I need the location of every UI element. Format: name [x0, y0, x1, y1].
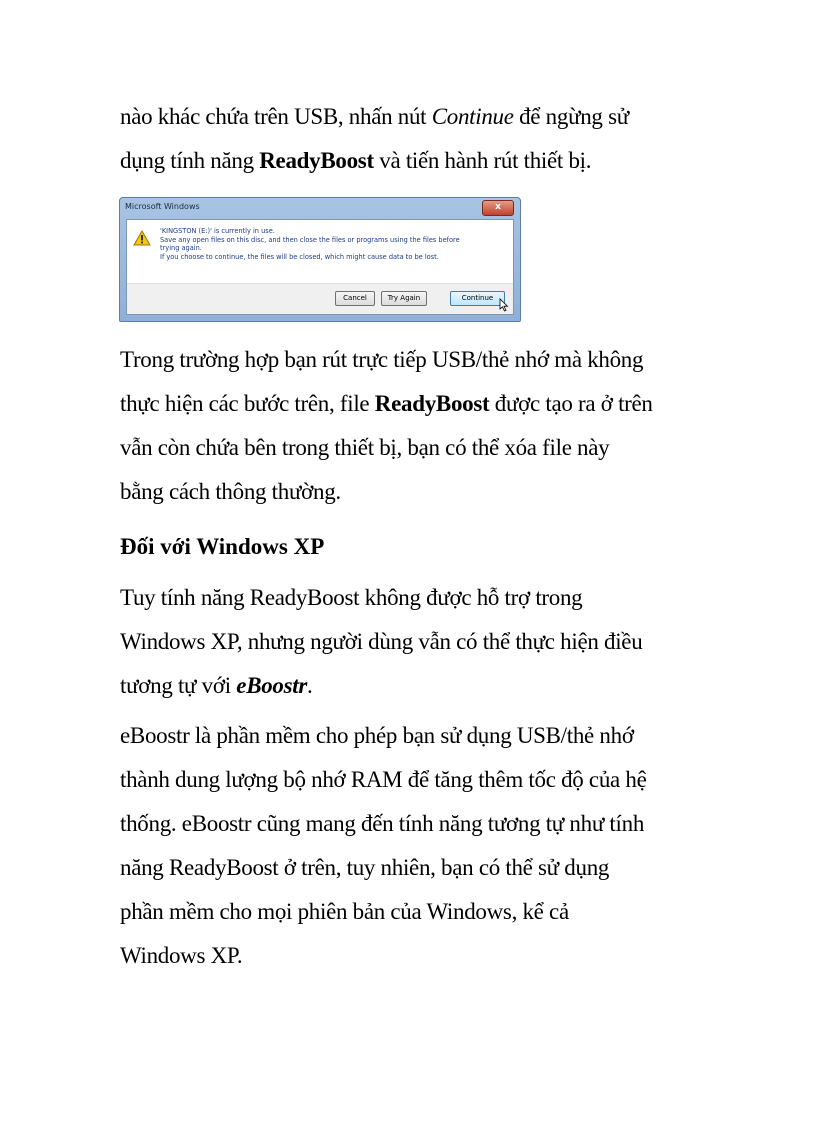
- text: Windows XP.: [120, 943, 243, 968]
- paragraph-1: [120, 95, 710, 183]
- text: eBoostr là phần mềm cho phép bạn sử dụng USB/thẻ nhớ: [120, 723, 634, 748]
- paragraph-4: [120, 714, 710, 978]
- close-button[interactable]: x: [482, 200, 514, 216]
- text: dụng tính năng: [120, 148, 260, 173]
- text: bằng cách thông thường.: [120, 479, 341, 504]
- message-line: 'KINGSTON (E:)' is currently in use.: [160, 227, 275, 235]
- message-line: trying again.: [160, 244, 202, 252]
- windows-dialog-screenshot: [119, 197, 521, 322]
- paragraph-3: [120, 576, 710, 708]
- bold-italic-eboostr: eBoostr: [236, 673, 308, 698]
- try-again-button[interactable]: Try Again: [381, 291, 427, 306]
- text: Trong trường hợp bạn rút trực tiếp USB/thẻ nhớ mà không: [120, 347, 644, 372]
- bold-readyboost: ReadyBoost: [374, 391, 490, 416]
- dialog-message-area: [127, 220, 513, 286]
- text: Windows XP, nhưng người dùng vẫn có thể thực hiện điều: [120, 629, 643, 654]
- dialog-message: [160, 227, 507, 261]
- text: vẫn còn chứa bên trong thiết bị, bạn có thể xóa file này: [120, 435, 610, 460]
- text: để ngừng sử: [513, 104, 629, 129]
- text: thành dung lượng bộ nhớ RAM để tăng thêm tốc độ của hệ: [120, 767, 647, 792]
- mouse-cursor-icon: [499, 298, 509, 312]
- text: nào khác chứa trên USB, nhấn nút: [120, 104, 432, 129]
- message-line: Save any open files on this disc, and then close the files or programs using the files before: [160, 235, 460, 244]
- text: thực hiện các bước trên, file: [120, 391, 375, 416]
- text: .: [307, 673, 313, 698]
- text: năng ReadyBoost ở trên, tuy nhiên, bạn có thể sử dụng: [120, 855, 610, 880]
- text: thống. eBoostr cũng mang đến tính năng tương tự như tính: [120, 811, 645, 836]
- dialog-button-bar: [127, 283, 513, 314]
- dialog-body: [126, 219, 514, 315]
- emphasis-continue: Continue: [431, 104, 514, 129]
- text: được tạo ra ở trên: [489, 391, 653, 416]
- text: tương tự với: [120, 673, 237, 698]
- section-heading: Đối với Windows XP: [120, 534, 325, 559]
- text: Tuy tính năng ReadyBoost không được hỗ trợ trong: [120, 585, 583, 610]
- bold-readyboost: ReadyBoost: [259, 148, 374, 173]
- dialog-title: Microsoft Windows: [125, 202, 200, 211]
- dialog-titlebar: [120, 198, 520, 218]
- cancel-button[interactable]: Cancel: [335, 291, 375, 306]
- text: và tiến hành rút thiết bị.: [373, 148, 592, 173]
- paragraph-2: [120, 338, 710, 514]
- message-line: If you choose to continue, the files will be closed, which might cause data to be lost.: [160, 252, 439, 261]
- text: phần mềm cho mọi phiên bản của Windows, kể cả: [120, 899, 569, 924]
- continue-button[interactable]: Continue: [450, 291, 505, 306]
- warning-icon: [133, 230, 151, 246]
